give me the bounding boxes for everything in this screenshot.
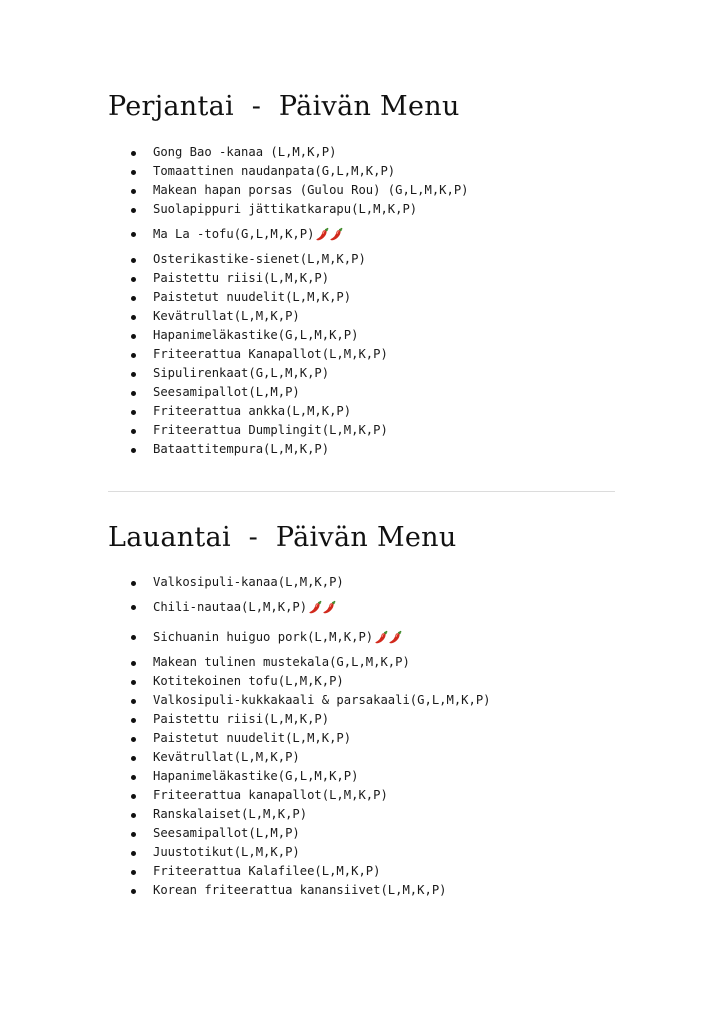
spicy-indicator — [315, 218, 343, 246]
bullet-icon — [131, 718, 136, 723]
menu-item-label: Makean hapan porsas (Gulou Rou) (G,L,M,K,P) — [153, 183, 469, 197]
menu-item — [153, 691, 491, 710]
bullet-icon — [131, 680, 136, 685]
menu-item-label: Friteerattua kanapallot(L,M,K,P) — [153, 788, 388, 802]
menu-item-label: Paistettu riisi(L,M,K,P) — [153, 271, 330, 285]
menu-item-label: Friteerattua ankka(L,M,K,P) — [153, 404, 352, 418]
menu-item-label: Sipulirenkaat(G,L,M,K,P) — [153, 366, 330, 380]
menu-item-label: Friteerattua Kalafilee(L,M,K,P) — [153, 864, 381, 878]
chili-pepper-icon — [388, 627, 404, 643]
menu-item-label: Paistetut nuudelit(L,M,K,P) — [153, 290, 352, 304]
menu-item — [153, 269, 469, 288]
chili-pepper-icon — [322, 597, 338, 613]
menu-item-label: Makean tulinen mustekala(G,L,M,K,P) — [153, 655, 410, 669]
menu-item-label: Korean friteerattua kanansiivet(L,M,K,P) — [153, 883, 447, 897]
menu-item — [153, 383, 469, 402]
bullet-icon — [131, 851, 136, 856]
menu-item — [153, 440, 469, 459]
menu-item — [153, 307, 469, 326]
bullet-icon — [131, 635, 136, 640]
bullet-icon — [131, 208, 136, 213]
menu-item — [153, 862, 491, 881]
menu-item-label: Suolapippuri jättikatkarapu(L,M,K,P) — [153, 202, 418, 216]
menu-item-label: Ranskalaiset(L,M,K,P) — [153, 807, 308, 821]
menu-item — [153, 767, 491, 786]
bullet-icon — [131, 448, 136, 453]
menu-item — [153, 672, 491, 691]
menu-item — [153, 729, 491, 748]
bullet-icon — [131, 315, 136, 320]
menu-item-label: Osterikastike-sienet(L,M,K,P) — [153, 252, 366, 266]
bullet-icon — [131, 277, 136, 282]
menu-item — [153, 421, 469, 440]
menu-item-label: Seesamipallot(L,M,P) — [153, 826, 300, 840]
bullet-icon — [131, 661, 136, 666]
section-divider — [108, 491, 615, 492]
bullet-icon — [131, 391, 136, 396]
bullet-icon — [131, 581, 136, 586]
menu-item — [153, 181, 469, 200]
menu-item-label: Hapanimeläkastike(G,L,M,K,P) — [153, 328, 359, 342]
bullet-icon — [131, 258, 136, 263]
spicy-indicator — [374, 621, 402, 649]
menu-item — [153, 200, 469, 219]
bullet-icon — [131, 775, 136, 780]
bullet-icon — [131, 151, 136, 156]
menu-item — [153, 881, 491, 900]
menu-item-label: Friteerattua Kanapallot(L,M,K,P) — [153, 347, 388, 361]
menu-item — [153, 345, 469, 364]
menu-item — [153, 288, 469, 307]
menu-item — [153, 573, 491, 592]
bullet-icon — [131, 189, 136, 194]
menu-item-label: Paistettu riisi(L,M,K,P) — [153, 712, 330, 726]
menu-item — [153, 824, 491, 843]
bullet-icon — [131, 429, 136, 434]
bullet-icon — [131, 756, 136, 761]
saturday-menu-title: Lauantai - Päivän Menu — [108, 522, 457, 553]
menu-item-label: Kotitekoinen tofu(L,M,K,P) — [153, 674, 344, 688]
menu-item-label: Bataattitempura(L,M,K,P) — [153, 442, 330, 456]
menu-item — [153, 326, 469, 345]
bullet-icon — [131, 410, 136, 415]
saturday-menu-list — [153, 573, 491, 900]
menu-item — [153, 653, 491, 672]
menu-item-label: Friteerattua Dumplingit(L,M,K,P) — [153, 423, 388, 437]
menu-item-label: Kevätrullat(L,M,K,P) — [153, 309, 300, 323]
menu-item — [153, 402, 469, 421]
bullet-icon — [131, 794, 136, 799]
menu-item-label: Juustotikut(L,M,K,P) — [153, 845, 300, 859]
menu-item-label: Sichuanin huiguo pork(L,M,K,P) — [153, 630, 374, 644]
menu-item-label: Gong Bao -kanaa (L,M,K,P) — [153, 145, 337, 159]
menu-item-label: Ma La -tofu(G,L,M,K,P) — [153, 227, 315, 241]
menu-item — [153, 143, 469, 162]
menu-item — [153, 593, 491, 621]
bullet-icon — [131, 813, 136, 818]
chili-pepper-icon — [329, 224, 345, 240]
menu-item-label: Kevätrullat(L,M,K,P) — [153, 750, 300, 764]
menu-item — [153, 710, 491, 729]
spicy-indicator — [308, 591, 336, 619]
menu-item — [153, 364, 469, 383]
bullet-icon — [131, 372, 136, 377]
menu-item — [153, 805, 491, 824]
menu-item — [153, 220, 469, 248]
bullet-icon — [131, 232, 136, 237]
bullet-icon — [131, 605, 136, 610]
bullet-icon — [131, 889, 136, 894]
bullet-icon — [131, 870, 136, 875]
menu-item — [153, 843, 491, 862]
menu-item-label: Valkosipuli-kukkakaali & parsakaali(G,L,M,K,P) — [153, 693, 491, 707]
menu-item — [153, 162, 469, 181]
friday-menu-list — [153, 143, 469, 459]
bullet-icon — [131, 832, 136, 837]
menu-item — [153, 250, 469, 269]
menu-item-label: Valkosipuli-kanaa(L,M,K,P) — [153, 575, 344, 589]
menu-item-label: Seesamipallot(L,M,P) — [153, 385, 300, 399]
bullet-icon — [131, 334, 136, 339]
menu-item-label: Chili-nautaa(L,M,K,P) — [153, 600, 308, 614]
menu-item-label: Hapanimeläkastike(G,L,M,K,P) — [153, 769, 359, 783]
menu-item — [153, 786, 491, 805]
bullet-icon — [131, 296, 136, 301]
bullet-icon — [131, 737, 136, 742]
bullet-icon — [131, 699, 136, 704]
menu-item — [153, 623, 491, 651]
menu-item-label: Paistetut nuudelit(L,M,K,P) — [153, 731, 352, 745]
bullet-icon — [131, 353, 136, 358]
menu-item — [153, 748, 491, 767]
bullet-icon — [131, 170, 136, 175]
friday-menu-title: Perjantai - Päivän Menu — [108, 91, 460, 122]
menu-item-label: Tomaattinen naudanpata(G,L,M,K,P) — [153, 164, 396, 178]
